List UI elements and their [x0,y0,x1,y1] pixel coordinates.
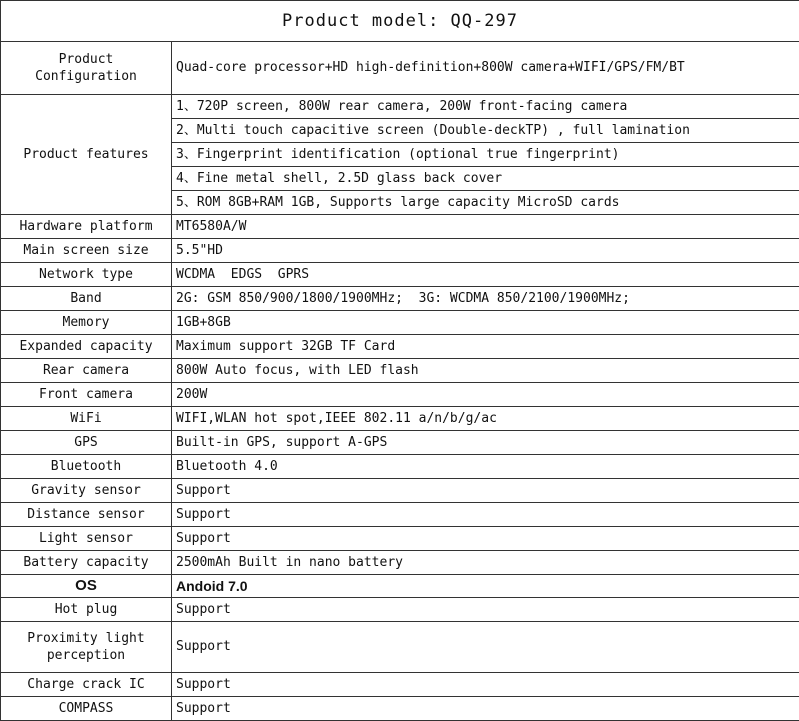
spec-label-line: Configuration [5,68,167,85]
spec-label: Gravity sensor [1,479,172,503]
spec-value: WIFI,WLAN hot spot,IEEE 802.11 a/n/b/g/ac [172,407,799,431]
spec-row [1,359,799,383]
title-row [1,1,799,42]
spec-value: Support [172,598,799,622]
spec-row [1,407,799,431]
spec-row [1,383,799,407]
spec-value: Support [172,503,799,527]
spec-label: Main screen size [1,239,172,263]
spec-value: Support [172,622,799,673]
spec-value: 2500mAh Built in nano battery [172,551,799,575]
feature-row [1,95,799,119]
product-model-title: Product model: QQ-297 [1,1,799,42]
spec-label-line: Product [5,51,167,68]
spec-label: Rear camera [1,359,172,383]
spec-row [1,215,799,239]
spec-label: GPS [1,431,172,455]
spec-label [1,42,172,95]
spec-label: Distance sensor [1,503,172,527]
spec-label: Expanded capacity [1,335,172,359]
spec-row [1,287,799,311]
spec-label: Light sensor [1,527,172,551]
spec-value: Support [172,697,799,721]
feature-item: 2、Multi touch capacitive screen (Double-deckTP) , full lamination [172,119,799,143]
spec-label: Hot plug [1,598,172,622]
spec-label: OS [1,575,172,598]
spec-value: Andoid 7.0 [172,575,799,598]
spec-label: Charge crack IC [1,673,172,697]
spec-value: Support [172,673,799,697]
spec-label: Hardware platform [1,215,172,239]
spec-value: 800W Auto focus, with LED flash [172,359,799,383]
feature-item: 5、ROM 8GB+RAM 1GB, Supports large capacity MicroSD cards [172,191,799,215]
spec-value: Quad-core processor+HD high-definition+800W camera+WIFI/GPS/FM/BT [172,42,799,95]
spec-label: Product features [1,95,172,215]
spec-row-proximity [1,622,799,673]
spec-label: Network type [1,263,172,287]
spec-value: Support [172,527,799,551]
spec-row-configuration [1,42,799,95]
feature-item: 1、720P screen, 800W rear camera, 200W front-facing camera [172,95,799,119]
feature-item: 4、Fine metal shell, 2.5D glass back cover [172,167,799,191]
spec-label: Band [1,287,172,311]
spec-value: Built-in GPS, support A-GPS [172,431,799,455]
spec-value: 200W [172,383,799,407]
feature-item: 3、Fingerprint identification (optional true fingerprint) [172,143,799,167]
spec-label: Memory [1,311,172,335]
spec-value: WCDMA EDGS GPRS [172,263,799,287]
spec-value: 2G: GSM 850/900/1800/1900MHz; 3G: WCDMA 850/2100/1900MHz; [172,287,799,311]
spec-row [1,527,799,551]
spec-value: Bluetooth 4.0 [172,455,799,479]
spec-label [1,622,172,673]
spec-row [1,239,799,263]
spec-row [1,479,799,503]
spec-label-line: Proximity light [5,630,167,647]
spec-value: Maximum support 32GB TF Card [172,335,799,359]
spec-row [1,431,799,455]
spec-row [1,503,799,527]
spec-value: Support [172,479,799,503]
spec-value: 5.5"HD [172,239,799,263]
spec-row [1,311,799,335]
spec-label: COMPASS [1,697,172,721]
spec-row [1,598,799,622]
spec-label: Battery capacity [1,551,172,575]
spec-row [1,551,799,575]
spec-label: WiFi [1,407,172,431]
spec-row [1,335,799,359]
spec-row-os [1,575,799,598]
spec-row [1,455,799,479]
spec-row [1,263,799,287]
spec-label: Front camera [1,383,172,407]
spec-value: MT6580A/W [172,215,799,239]
spec-value: 1GB+8GB [172,311,799,335]
spec-label: Bluetooth [1,455,172,479]
spec-label-line: perception [5,647,167,664]
spec-row [1,673,799,697]
